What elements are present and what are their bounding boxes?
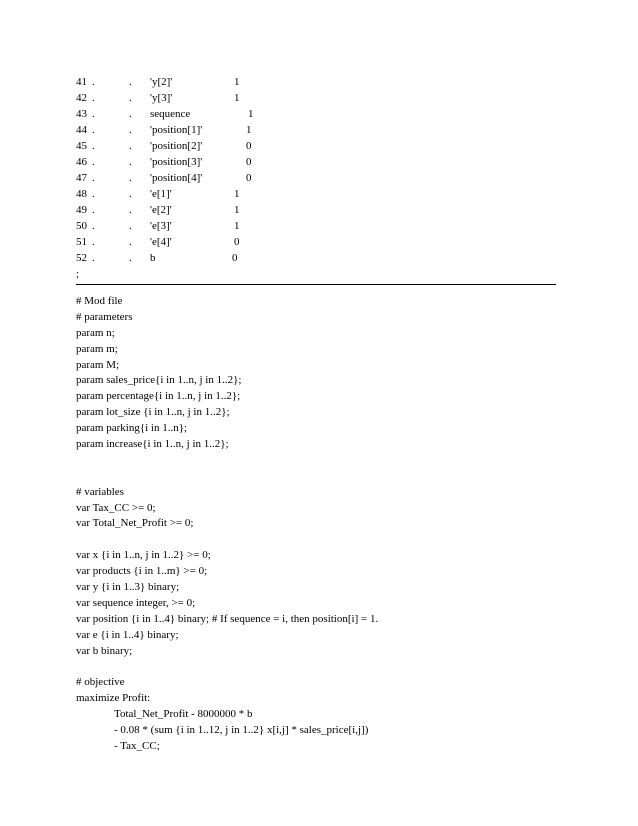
var-line: var e {i in 1..4} binary;	[76, 628, 179, 641]
var-line: var Total_Net_Profit >= 0;	[76, 517, 194, 530]
row-value: 1	[234, 188, 240, 200]
objective-head: maximize Profit:	[76, 692, 151, 705]
row-dot: .	[92, 124, 95, 136]
row-dot: .	[129, 140, 132, 152]
row-variable-name: 'e[2]'	[150, 204, 172, 216]
row-value: 0	[246, 140, 252, 152]
mod-file-header: # Mod file	[76, 295, 123, 307]
objective-term: - 0.08 * (sum {i in 1..12, j in 1..2} x[i,j] * sales_price[i,j])	[114, 724, 369, 737]
objective-comment: # objective	[76, 676, 125, 689]
param-line: param n;	[76, 326, 115, 339]
param-line: param M;	[76, 358, 120, 371]
row-variable-name: 'y[3]'	[150, 92, 173, 104]
blank-line	[76, 659, 616, 675]
row-index: 49	[76, 204, 87, 216]
row-dot: .	[129, 108, 132, 120]
param-line: param increase{i in 1..n, j in 1..2};	[76, 438, 229, 451]
param-line: param m;	[76, 342, 118, 355]
var-line: var b binary;	[76, 644, 133, 657]
row-index: 43	[76, 108, 87, 120]
row-value: 0	[246, 156, 252, 168]
var-line: var y {i in 1..3} binary;	[76, 581, 180, 594]
param-line: param sales_price{i in 1..n, j in 1..2};	[76, 374, 242, 387]
row-dot: .	[92, 172, 95, 184]
row-dot: .	[129, 156, 132, 168]
row-index: 45	[76, 140, 87, 152]
row-dot: .	[129, 252, 132, 264]
row-variable-name: 'e[3]'	[150, 220, 172, 232]
row-value: 1	[234, 220, 240, 232]
var-line: var x {i in 1..n, j in 1..2} >= 0;	[76, 549, 211, 562]
row-variable-name: sequence	[150, 108, 191, 120]
row-value: 1	[234, 204, 240, 216]
row-dot: .	[129, 220, 132, 232]
row-dot: .	[129, 188, 132, 200]
row-index: 51	[76, 236, 87, 248]
terminator-text: ;	[76, 268, 80, 280]
var-line: var Tax_CC >= 0;	[76, 501, 156, 514]
row-dot: .	[92, 156, 95, 168]
row-index: 47	[76, 172, 87, 184]
row-variable-name: 'position[1]'	[150, 124, 203, 136]
row-index: 48	[76, 188, 87, 200]
objective-term: Total_Net_Profit - 8000000 * b	[114, 708, 253, 721]
parameters-comment: # parameters	[76, 310, 133, 323]
mod-file	[76, 294, 616, 755]
row-dot: .	[92, 76, 95, 88]
row-dot: .	[92, 140, 95, 152]
row-value: 1	[234, 92, 240, 104]
var-line: var sequence integer, >= 0;	[76, 596, 196, 609]
row-dot: .	[129, 76, 132, 88]
objective-term: - Tax_CC;	[114, 739, 160, 752]
row-variable-name: 'e[1]'	[150, 188, 172, 200]
row-index: 46	[76, 156, 87, 168]
row-value: 0	[234, 236, 240, 248]
row-value: 1	[248, 108, 254, 120]
row-dot: .	[92, 92, 95, 104]
row-value: 1	[234, 76, 240, 88]
variables-comment: # variables	[76, 485, 124, 498]
row-value: 0	[246, 172, 252, 184]
var-line: var position {i in 1..4} binary; # If sequence = i, then position[i] = 1.	[76, 612, 379, 625]
row-dot: .	[129, 92, 132, 104]
blank-line	[76, 532, 616, 548]
row-variable-name: b	[150, 252, 156, 264]
row-variable-name: 'y[2]'	[150, 76, 173, 88]
row-dot: .	[92, 204, 95, 216]
row-index: 52	[76, 252, 87, 264]
row-variable-name: 'position[3]'	[150, 156, 203, 168]
row-index: 44	[76, 124, 87, 136]
param-line: param parking{i in 1..n};	[76, 422, 188, 435]
row-index: 50	[76, 220, 87, 232]
row-dot: .	[129, 236, 132, 248]
row-variable-name: 'position[4]'	[150, 172, 203, 184]
row-dot: .	[92, 108, 95, 120]
row-dot: .	[92, 252, 95, 264]
param-line: param percentage{i in 1..n, j in 1..2};	[76, 390, 241, 403]
row-dot: .	[92, 220, 95, 232]
row-value: 1	[246, 124, 252, 136]
row-value: 0	[232, 252, 238, 264]
section-divider	[76, 284, 556, 285]
row-variable-name: 'e[4]'	[150, 236, 172, 248]
param-line: param lot_size {i in 1..n, j in 1..2};	[76, 406, 230, 419]
row-dot: .	[129, 172, 132, 184]
row-index: 41	[76, 76, 87, 88]
var-line: var products {i in 1..m} >= 0;	[76, 565, 208, 578]
blank-line	[76, 453, 616, 469]
row-index: 42	[76, 92, 87, 104]
row-dot: .	[129, 124, 132, 136]
row-variable-name: 'position[2]'	[150, 140, 203, 152]
row-dot: .	[92, 188, 95, 200]
blank-line	[76, 469, 616, 485]
row-dot: .	[92, 236, 95, 248]
row-dot: .	[129, 204, 132, 216]
